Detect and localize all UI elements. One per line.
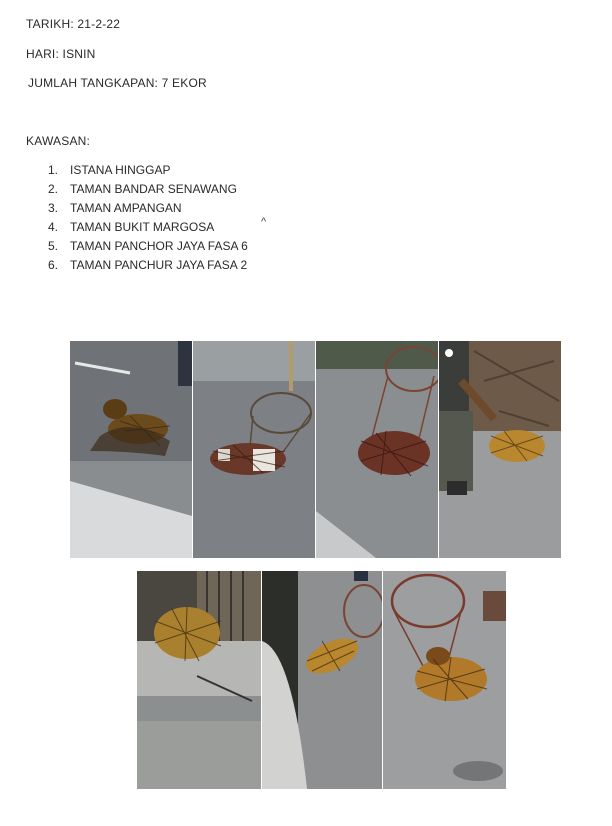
area-list — [48, 163, 248, 277]
list-text: TAMAN BUKIT MARGOSA — [70, 220, 215, 234]
list-item — [48, 239, 248, 258]
list-text: ISTANA HINGGAP — [70, 163, 171, 177]
dog-carried-in-net-photo-icon — [439, 341, 561, 558]
area-heading: KAWASAN: — [26, 134, 91, 148]
list-number: 4. — [48, 220, 59, 234]
dog-on-road-photo-icon — [70, 341, 192, 558]
list-item — [48, 163, 248, 182]
catch-count-line: JUMLAH TANGKAPAN: 7 EKOR — [28, 76, 207, 90]
list-item — [48, 201, 248, 220]
list-number: 1. — [48, 163, 59, 177]
list-number: 6. — [48, 258, 59, 272]
list-number: 2. — [48, 182, 59, 196]
date-line: TARIKH: 21-2-22 — [26, 17, 121, 31]
day-line: HARI: ISNIN — [26, 47, 96, 61]
dog-in-net-photo-icon — [262, 571, 382, 789]
list-text: TAMAN PANCHUR JAYA FASA 2 — [70, 258, 248, 272]
photo-dog-in-net — [383, 571, 506, 789]
list-text: TAMAN BANDAR SENAWANG — [70, 182, 237, 196]
dog-in-net-photo-icon — [316, 341, 438, 558]
dog-in-net-photo-icon — [137, 571, 261, 789]
dog-in-net-photo-icon — [383, 571, 506, 789]
list-text: TAMAN PANCHOR JAYA FASA 6 — [70, 239, 248, 253]
photo-dog-in-net — [316, 341, 438, 558]
photo-dog-carried-in-net — [439, 341, 561, 558]
handwritten-caret-mark: ^ — [261, 216, 267, 228]
photo-dog-in-net — [137, 571, 261, 789]
list-item — [48, 258, 248, 277]
list-item — [48, 220, 248, 239]
list-text: TAMAN AMPANGAN — [70, 201, 182, 215]
list-number: 3. — [48, 201, 59, 215]
photo-dog-in-net — [193, 341, 315, 558]
list-item — [48, 182, 248, 201]
list-number: 5. — [48, 239, 59, 253]
photo-dog-on-road — [70, 341, 192, 558]
dog-in-net-photo-icon — [193, 341, 315, 558]
photo-dog-in-net — [262, 571, 382, 789]
